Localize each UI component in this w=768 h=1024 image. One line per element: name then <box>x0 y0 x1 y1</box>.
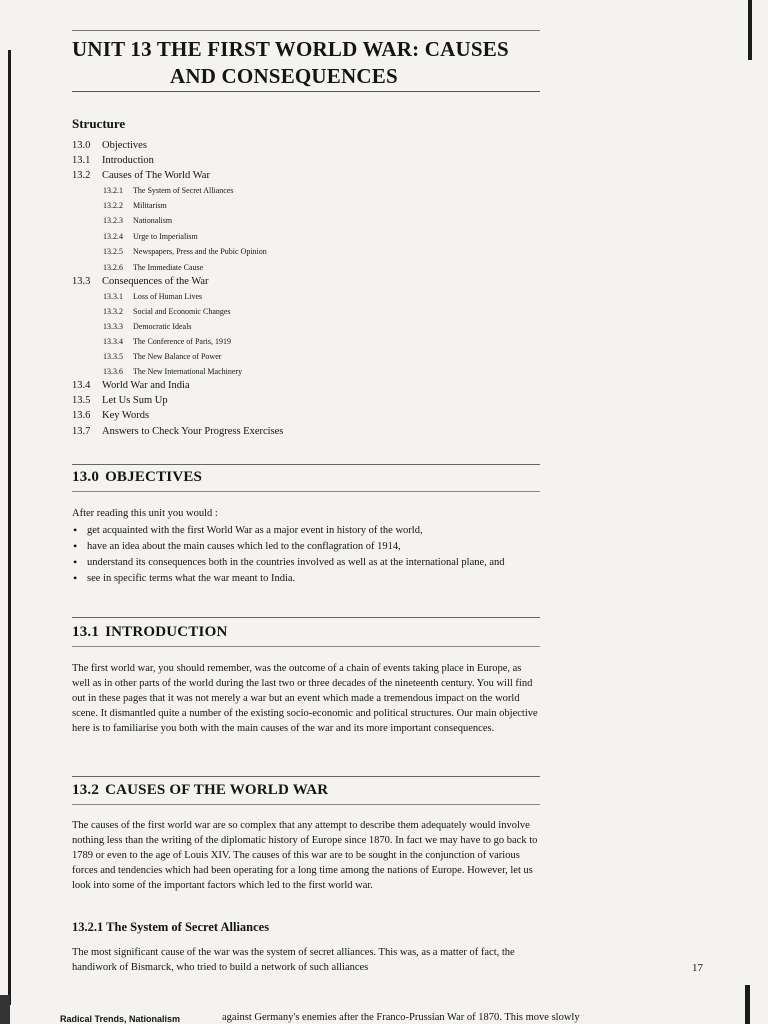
section-heading-objectives: 13.0 OBJECTIVES <box>72 469 203 485</box>
toc-subitem: 13.2.3 Nationalism <box>103 216 173 225</box>
toc-item: 13.1 Introduction <box>72 155 154 166</box>
unit-title-line1: UNIT 13 THE FIRST WORLD WAR: CAUSES <box>72 37 509 61</box>
introduction-text: The first world war, you should remember, was the outcome of a chain of events taking place in Europe, as well as in other parts of the world during the last two or three decades of the nineteenth century. You will find out in these pages that it was not merely a war but an event which made a tremendous impact on the world scene. It dismantled quite a number of the existing socio-economic and political structures. Our main objective here is to familiarise you both with the main causes of the war and its more important consequences. <box>72 663 538 734</box>
toc-item: 13.0 Objectives <box>72 140 147 151</box>
toc-item: 13.4 World War and India <box>72 380 190 391</box>
toc-subitem: 13.3.3 Democratic Ideals <box>103 322 192 331</box>
section-rule <box>72 491 540 492</box>
section-rule <box>72 776 540 777</box>
title-rule <box>72 91 540 92</box>
page-number: 17 <box>692 962 703 974</box>
toc-subitem: 13.2.1 The System of Secret Alliances <box>103 186 234 195</box>
footer-running-head: Radical Trends, Nationalism <box>60 1014 181 1024</box>
toc-subitem: 13.3.5 The New Balance of Power <box>103 352 222 361</box>
toc-subitem: 13.3.6 The New International Machinery <box>103 367 243 376</box>
section-rule <box>72 646 540 647</box>
section-rule <box>72 617 540 618</box>
secret-alliances-text: The most significant cause of the war was the system of secret alliances. This was, as a matter of fact, the handiwork of Bismarck, who tried to build a network of such alliances <box>72 947 515 973</box>
toc-subitem: 13.2.4 Urge to Imperialism <box>103 232 198 241</box>
scan-edge-right-bottom <box>745 985 750 1024</box>
list-item: • get acquainted with the first World War as a major event in history of the world, <box>72 524 542 537</box>
top-rule <box>72 30 540 31</box>
toc-item: 13.7 Answers to Check Your Progress Exercises <box>72 426 284 437</box>
scan-blot <box>0 995 10 1024</box>
scan-edge-left <box>8 50 11 1005</box>
list-item: • understand its consequences both in the countries involved as well as at the international plane, and <box>72 556 542 569</box>
causes-text: The causes of the first world war are so complex that any attempt to describe them adequately would involve nothing less than the writing of the diplomatic history of Europe since 1870. In fact we may have to go back to 1789 or even to the age of Louis XIV. The causes of this war are to be sought in the conjunction of various forces and tendencies which had been operating for a long time among the nations of Europe. However, let us look into some of the important factors which led to the first world war. <box>72 820 538 891</box>
toc-item: 13.5 Let Us Sum Up <box>72 395 168 406</box>
section-heading-introduction: 13.1 INTRODUCTION <box>72 624 228 640</box>
list-item: • see in specific terms what the war meant to India. <box>72 572 542 585</box>
toc-subitem: 13.3.2 Social and Economic Changes <box>103 307 231 316</box>
objectives-intro: After reading this unit you would : <box>72 508 218 519</box>
unit-title <box>72 36 542 90</box>
objectives-list <box>72 524 542 588</box>
toc-item: 13.3 Consequences of the War <box>72 276 209 287</box>
section-rule <box>72 804 540 805</box>
toc-item: 13.6 Key Words <box>72 410 150 421</box>
scan-edge-right-top <box>748 0 752 60</box>
toc-subitem: 13.2.2 Militarism <box>103 201 167 210</box>
footer-next-page-text: against Germany's enemies after the Franco-Prussian War of 1870. This move slowly <box>222 1012 580 1023</box>
toc-item: 13.2 Causes of The World War <box>72 170 210 181</box>
toc-subitem: 13.2.6 The Immediate Cause <box>103 263 204 272</box>
toc-subitem: 13.3.4 The Conference of Paris, 1919 <box>103 337 231 346</box>
section-rule <box>72 464 540 465</box>
subsection-heading-secret-alliances: 13.2.1 The System of Secret Alliances <box>72 920 270 934</box>
structure-heading: Structure <box>72 116 126 131</box>
toc-subitem: 13.3.1 Loss of Human Lives <box>103 292 203 301</box>
list-item: • have an idea about the main causes which led to the conflagration of 1914, <box>72 540 542 553</box>
unit-title-line2: AND CONSEQUENCES <box>170 64 398 88</box>
section-heading-causes: 13.2 CAUSES OF THE WORLD WAR <box>72 782 329 798</box>
toc-subitem: 13.2.5 Newspapers, Press and the Pubic Opinion <box>103 247 267 256</box>
